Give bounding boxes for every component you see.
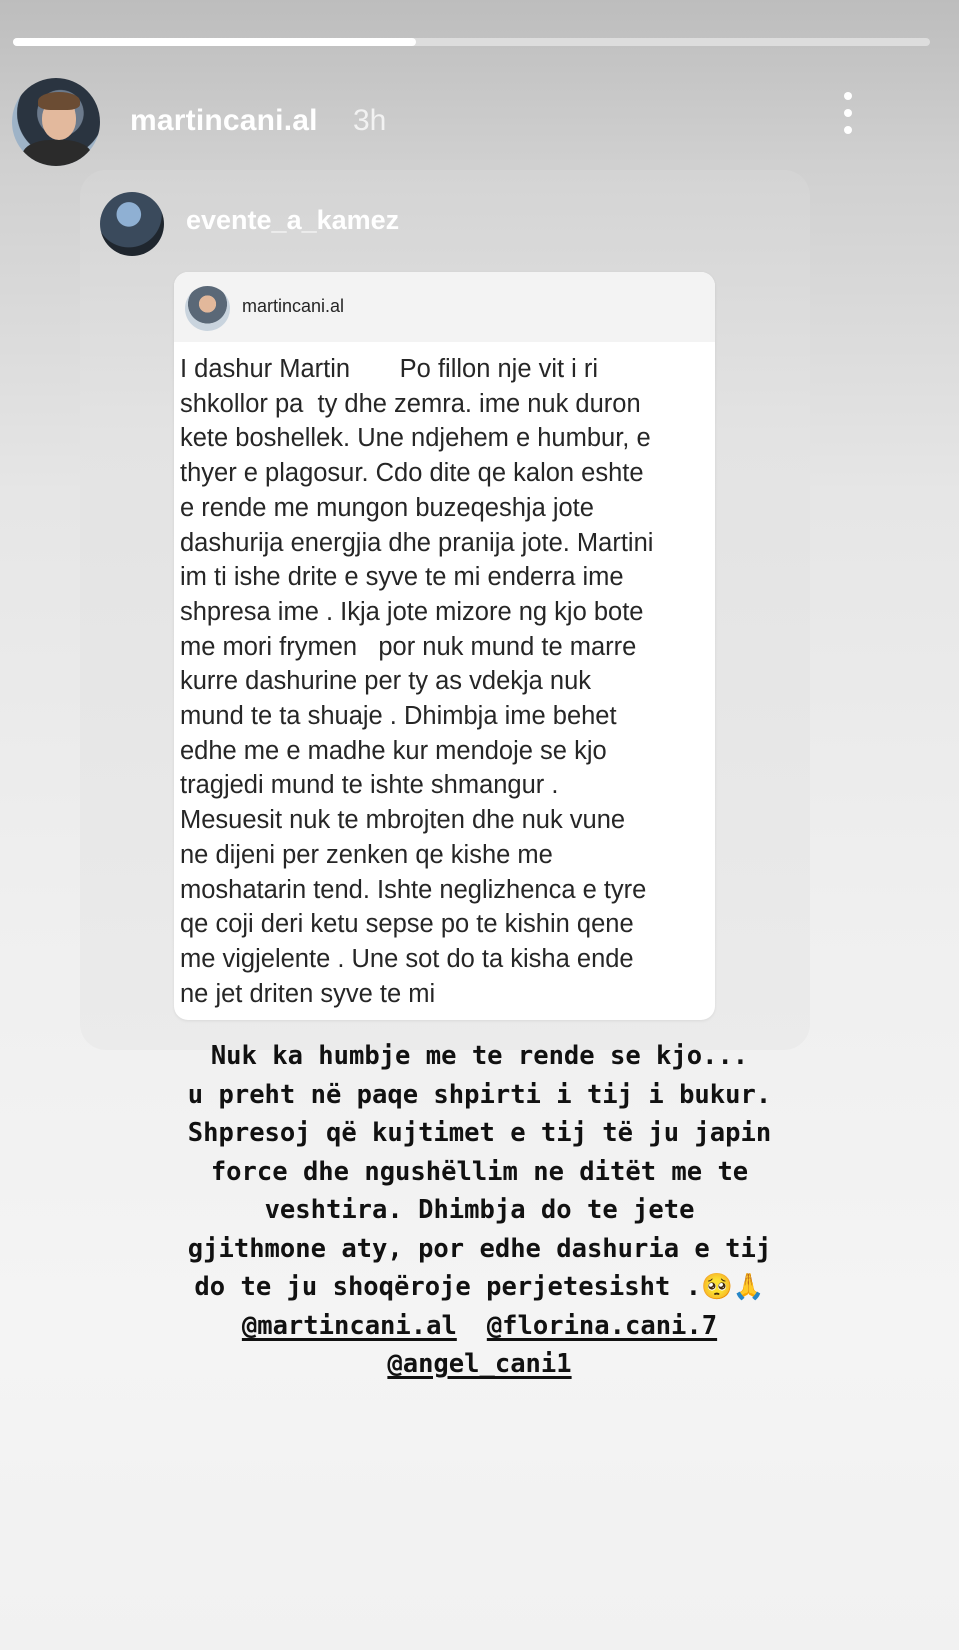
post-time: 3h [353, 104, 387, 137]
caption-line-text: Nuk ka humbje me te rende se kjo... [210, 1041, 749, 1071]
inner-post-text-line: shpresa ime . Ikja jote mizore ng kjo bote [180, 597, 644, 626]
mention-link[interactable]: @florina.cani.7 [486, 1310, 718, 1341]
pleading-pray-emoji-icon: 🥺🙏 [701, 1272, 765, 1302]
shared-post-username[interactable]: evente_a_kamez [186, 205, 400, 235]
inner-post-text-line: e rende me mungon buzeqeshja jote [180, 493, 594, 522]
inner-post-text-line: ne dijeni per zenken qe kishe me [180, 840, 553, 869]
caption-line [0, 1191, 959, 1230]
caption-line [0, 1076, 959, 1115]
more-dot [844, 109, 852, 117]
caption-line-text: do te ju shoqëroje perjetesisht . [194, 1272, 702, 1302]
inner-post-text-line: dashurija energjia dhe pranija jote. Martini [180, 528, 654, 557]
caption-line-text: force dhe ngushëllim ne ditët me te [210, 1156, 749, 1187]
story-progress-fill [13, 38, 416, 46]
inner-post-text-line: qe coji deri ketu sepse po te kishin qene [180, 910, 634, 939]
author-username[interactable]: martincani.al [130, 104, 318, 137]
inner-post-username[interactable]: martincani.al [242, 296, 345, 316]
caption-line [0, 1268, 959, 1307]
more-dot [844, 92, 852, 100]
inner-post-text-line: me mori frymen por nuk mund te marre [180, 632, 637, 661]
inner-post-text-line: I dashur Martin Po fillon nje vit i ri [180, 355, 599, 383]
inner-post-text-line: thyer e plagosur. Cdo dite qe kalon eshte [180, 459, 644, 488]
caption-line-text: u preht në paqe shpirti i tij i bukur. [187, 1079, 772, 1110]
caption-line-text: gjithmone aty, por edhe dashuria e tij [187, 1233, 772, 1264]
inner-post-text-line: edhe me e madhe kur mendoje se kjo [180, 736, 607, 765]
inner-post-text-line: kurre dashurine per ty as vdekja nuk [180, 667, 592, 696]
inner-post-text-line: ne jet driten syve te mi [180, 979, 436, 1008]
caption-mentions-line [0, 1345, 959, 1384]
mention-link[interactable]: @martincani.al [241, 1310, 457, 1341]
inner-post-text-line: kete boshellek. Une ndjehem e humbur, e [180, 424, 651, 453]
caption-line-text: Shpresoj që kujtimet e tij të ju japin [187, 1118, 772, 1148]
author-avatar[interactable] [12, 78, 100, 166]
inner-post-text-line: tragjedi mund te ishte shmangur . [180, 771, 559, 800]
caption-line-text: veshtira. Dhimbja do te jete [264, 1195, 695, 1225]
mention-link[interactable]: @angel_cani1 [387, 1349, 572, 1379]
inner-post-text-line: mund te ta shuaje . Dhimbja ime behet [180, 702, 617, 731]
caption-line [0, 1230, 959, 1269]
inner-post-text-line: shkollor pa ty dhe zemra. ime nuk duron [180, 389, 641, 418]
avatar-shirt-shape [22, 140, 92, 166]
caption-line [0, 1037, 959, 1076]
inner-post-text-line: me vigjelente . Une sot do ta kisha ende [180, 944, 634, 973]
caption-mentions-line [0, 1307, 959, 1346]
story-caption [0, 1037, 959, 1384]
avatar-hair-shape [38, 92, 80, 110]
story-progress-track [13, 38, 930, 46]
caption-line [0, 1153, 959, 1192]
inner-post-avatar[interactable] [185, 286, 230, 331]
more-dot [844, 126, 852, 134]
inner-post-text [180, 352, 710, 1011]
shared-post-avatar[interactable] [100, 192, 164, 256]
caption-line [0, 1114, 959, 1153]
inner-post-text-line: im ti ishe drite e syve te mi enderra ime [180, 563, 624, 592]
more-vertical-icon[interactable] [839, 92, 857, 136]
inner-post-text-line: moshatarin tend. Ishte neglizhenca e tyre [180, 875, 647, 904]
inner-post-text-line: Mesuesit nuk te mbrojten dhe nuk vune [180, 806, 626, 835]
